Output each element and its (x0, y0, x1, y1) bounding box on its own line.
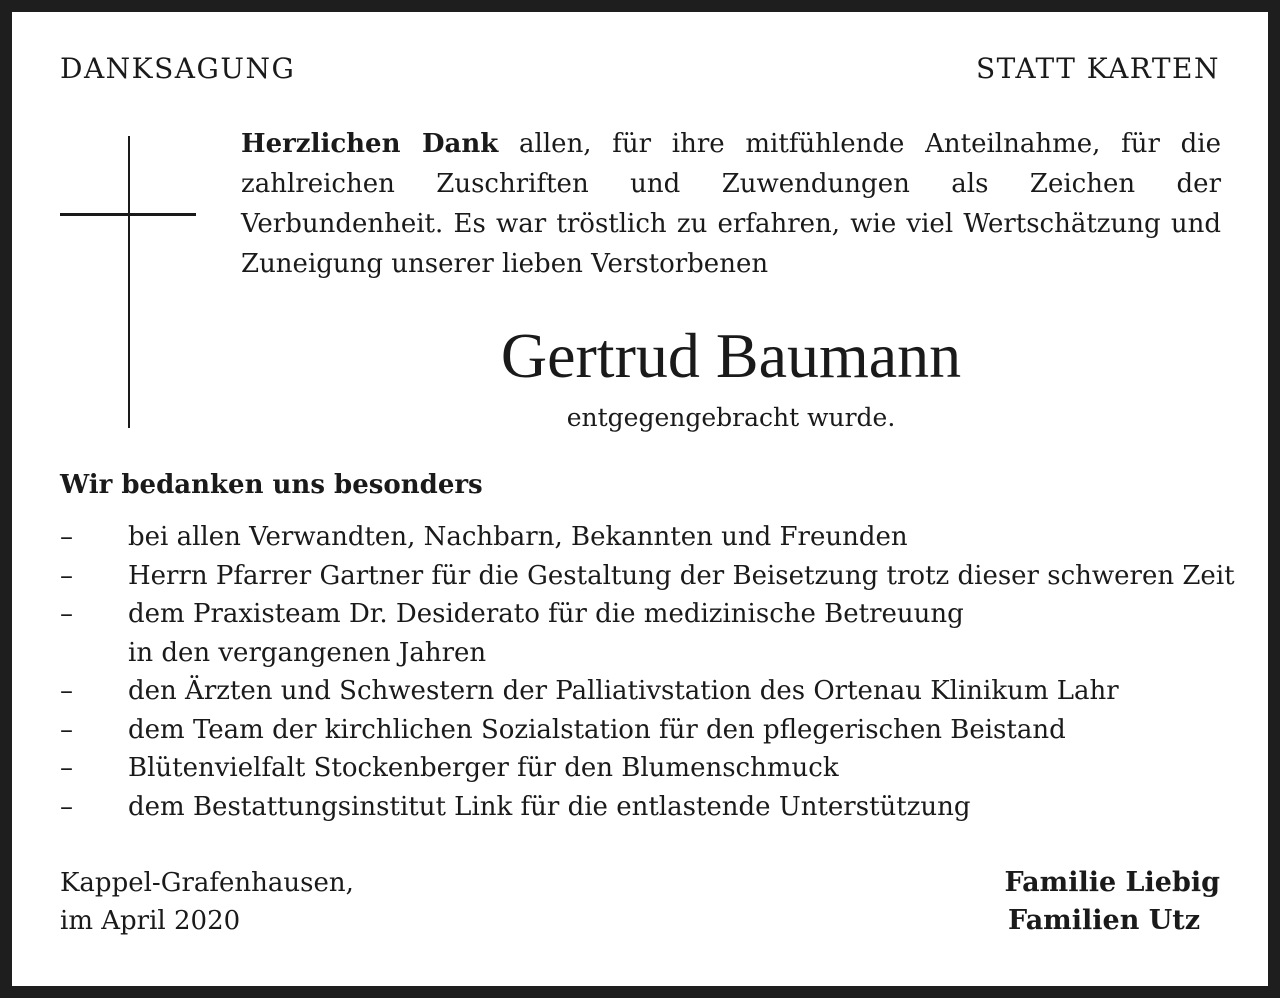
place-text: Kappel-Grafenhausen, (60, 868, 354, 898)
list-item-text: dem Team der kirchlichen Sozialstation für den pflegerischen Beistand (128, 714, 1066, 745)
intro-text: allen, für ihre mitfühlende Anteilnahme, für die zahlreichen Zuschriften und Zuwendungen als Zeichen der Verbundenheit. Es war tröstlich zu erfahren, wie viel Wertschätzung und Zuneigung unserer lieben Verstorbenen (241, 129, 1221, 279)
deceased-name: Gertrud Baumann (500, 320, 962, 391)
list-item (60, 672, 1240, 711)
list-dash: – (60, 714, 73, 745)
list-item-text: bei allen Verwandten, Nachbarn, Bekannten und Freunden (128, 522, 908, 552)
place-and-date (60, 864, 354, 940)
list-dash: – (60, 522, 73, 552)
family-utz: Familien Utz (1008, 905, 1201, 936)
thanks-list (60, 518, 1240, 826)
list-item (60, 595, 1240, 672)
date-text: im April 2020 (60, 906, 241, 936)
list-dash: – (60, 753, 73, 783)
list-item (60, 788, 1240, 827)
after-name-text: entgegengebracht wurde. (566, 403, 896, 432)
list-dash: – (60, 560, 73, 591)
cross-vertical-bar (128, 136, 130, 428)
list-item (60, 749, 1240, 788)
intro-paragraph (241, 124, 1221, 284)
list-dash: – (60, 791, 73, 822)
thanks-title: Wir bedanken uns besonders (60, 470, 483, 500)
list-item-text: dem Praxisteam Dr. Desiderato für die medizinische Betreuung (128, 599, 964, 629)
header-danksagung: DANKSAGUNG (60, 52, 296, 85)
list-item-text: dem Bestattungsinstitut Link für die entlastende Unterstützung (128, 791, 971, 822)
list-item (60, 518, 1240, 557)
list-dash: – (60, 599, 73, 629)
list-item (60, 557, 1240, 596)
list-item (60, 711, 1240, 750)
cross-horizontal-bar (60, 213, 196, 216)
family-liebig: Familie Liebig (1004, 867, 1220, 898)
list-item-continuation: in den vergangenen Jahren (128, 637, 487, 668)
header-statt-karten: STATT KARTEN (976, 52, 1220, 85)
list-item-text: Herrn Pfarrer Gartner für die Gestaltung der Beisetzung trotz dieser schweren Zeit (128, 560, 1235, 591)
list-item-text: den Ärzten und Schwestern der Palliativstation des Ortenau Klinikum Lahr (128, 676, 1119, 706)
intro-bold: Herzlichen Dank (241, 129, 499, 159)
list-item-text: Blütenvielfalt Stockenberger für den Blumenschmuck (128, 753, 839, 783)
list-dash: – (60, 676, 73, 706)
